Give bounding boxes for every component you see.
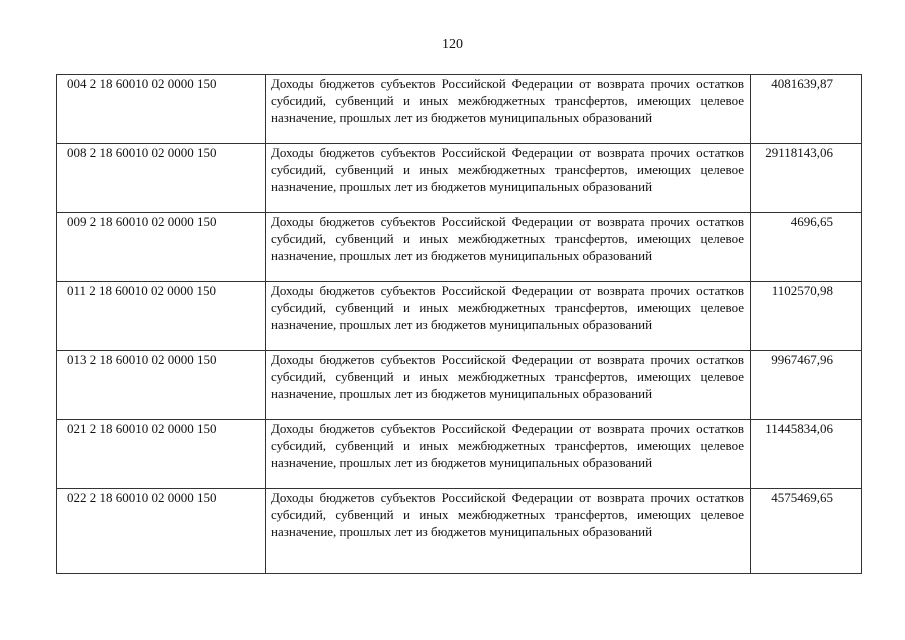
description-cell: Доходы бюджетов субъектов Российской Федерации от возврата прочих остатков субсидий, субвенций и иных межбюджетных трансфертов, имеющих целевое назначение, прошлых лет из бюджетов муниципальных образований	[266, 420, 751, 489]
description-cell: Доходы бюджетов субъектов Российской Федерации от возврата прочих остатков субсидий, субвенций и иных межбюджетных трансфертов, имеющих целевое назначение, прошлых лет из бюджетов муниципальных образований	[266, 144, 751, 213]
amount-cell: 1102570,98	[751, 282, 862, 351]
budget-code-cell: 008 2 18 60010 02 0000 150	[57, 144, 266, 213]
table-row	[57, 75, 862, 144]
description-cell: Доходы бюджетов субъектов Российской Федерации от возврата прочих остатков субсидий, субвенций и иных межбюджетных трансфертов, имеющих целевое назначение, прошлых лет из бюджетов муниципальных образований	[266, 489, 751, 574]
table-row	[57, 144, 862, 213]
table-row	[57, 420, 862, 489]
budget-code-cell: 021 2 18 60010 02 0000 150	[57, 420, 266, 489]
revenue-table	[56, 74, 862, 574]
description-cell: Доходы бюджетов субъектов Российской Федерации от возврата прочих остатков субсидий, субвенций и иных межбюджетных трансфертов, имеющих целевое назначение, прошлых лет из бюджетов муниципальных образований	[266, 282, 751, 351]
table-row	[57, 351, 862, 420]
amount-cell: 4575469,65	[751, 489, 862, 574]
table-row	[57, 213, 862, 282]
budget-code-cell: 011 2 18 60010 02 0000 150	[57, 282, 266, 351]
amount-cell: 4696,65	[751, 213, 862, 282]
description-cell: Доходы бюджетов субъектов Российской Федерации от возврата прочих остатков субсидий, субвенций и иных межбюджетных трансфертов, имеющих целевое назначение, прошлых лет из бюджетов муниципальных образований	[266, 75, 751, 144]
page-number: 120	[442, 37, 463, 52]
amount-cell: 4081639,87	[751, 75, 862, 144]
description-cell: Доходы бюджетов субъектов Российской Федерации от возврата прочих остатков субсидий, субвенций и иных межбюджетных трансфертов, имеющих целевое назначение, прошлых лет из бюджетов муниципальных образований	[266, 351, 751, 420]
amount-cell: 11445834,06	[751, 420, 862, 489]
amount-cell: 29118143,06	[751, 144, 862, 213]
description-cell: Доходы бюджетов субъектов Российской Федерации от возврата прочих остатков субсидий, субвенций и иных межбюджетных трансфертов, имеющих целевое назначение, прошлых лет из бюджетов муниципальных образований	[266, 213, 751, 282]
budget-code-cell: 009 2 18 60010 02 0000 150	[57, 213, 266, 282]
table-row	[57, 489, 862, 574]
budget-code-cell: 013 2 18 60010 02 0000 150	[57, 351, 266, 420]
budget-code-cell: 004 2 18 60010 02 0000 150	[57, 75, 266, 144]
budget-code-cell: 022 2 18 60010 02 0000 150	[57, 489, 266, 574]
table-row	[57, 282, 862, 351]
amount-cell: 9967467,96	[751, 351, 862, 420]
